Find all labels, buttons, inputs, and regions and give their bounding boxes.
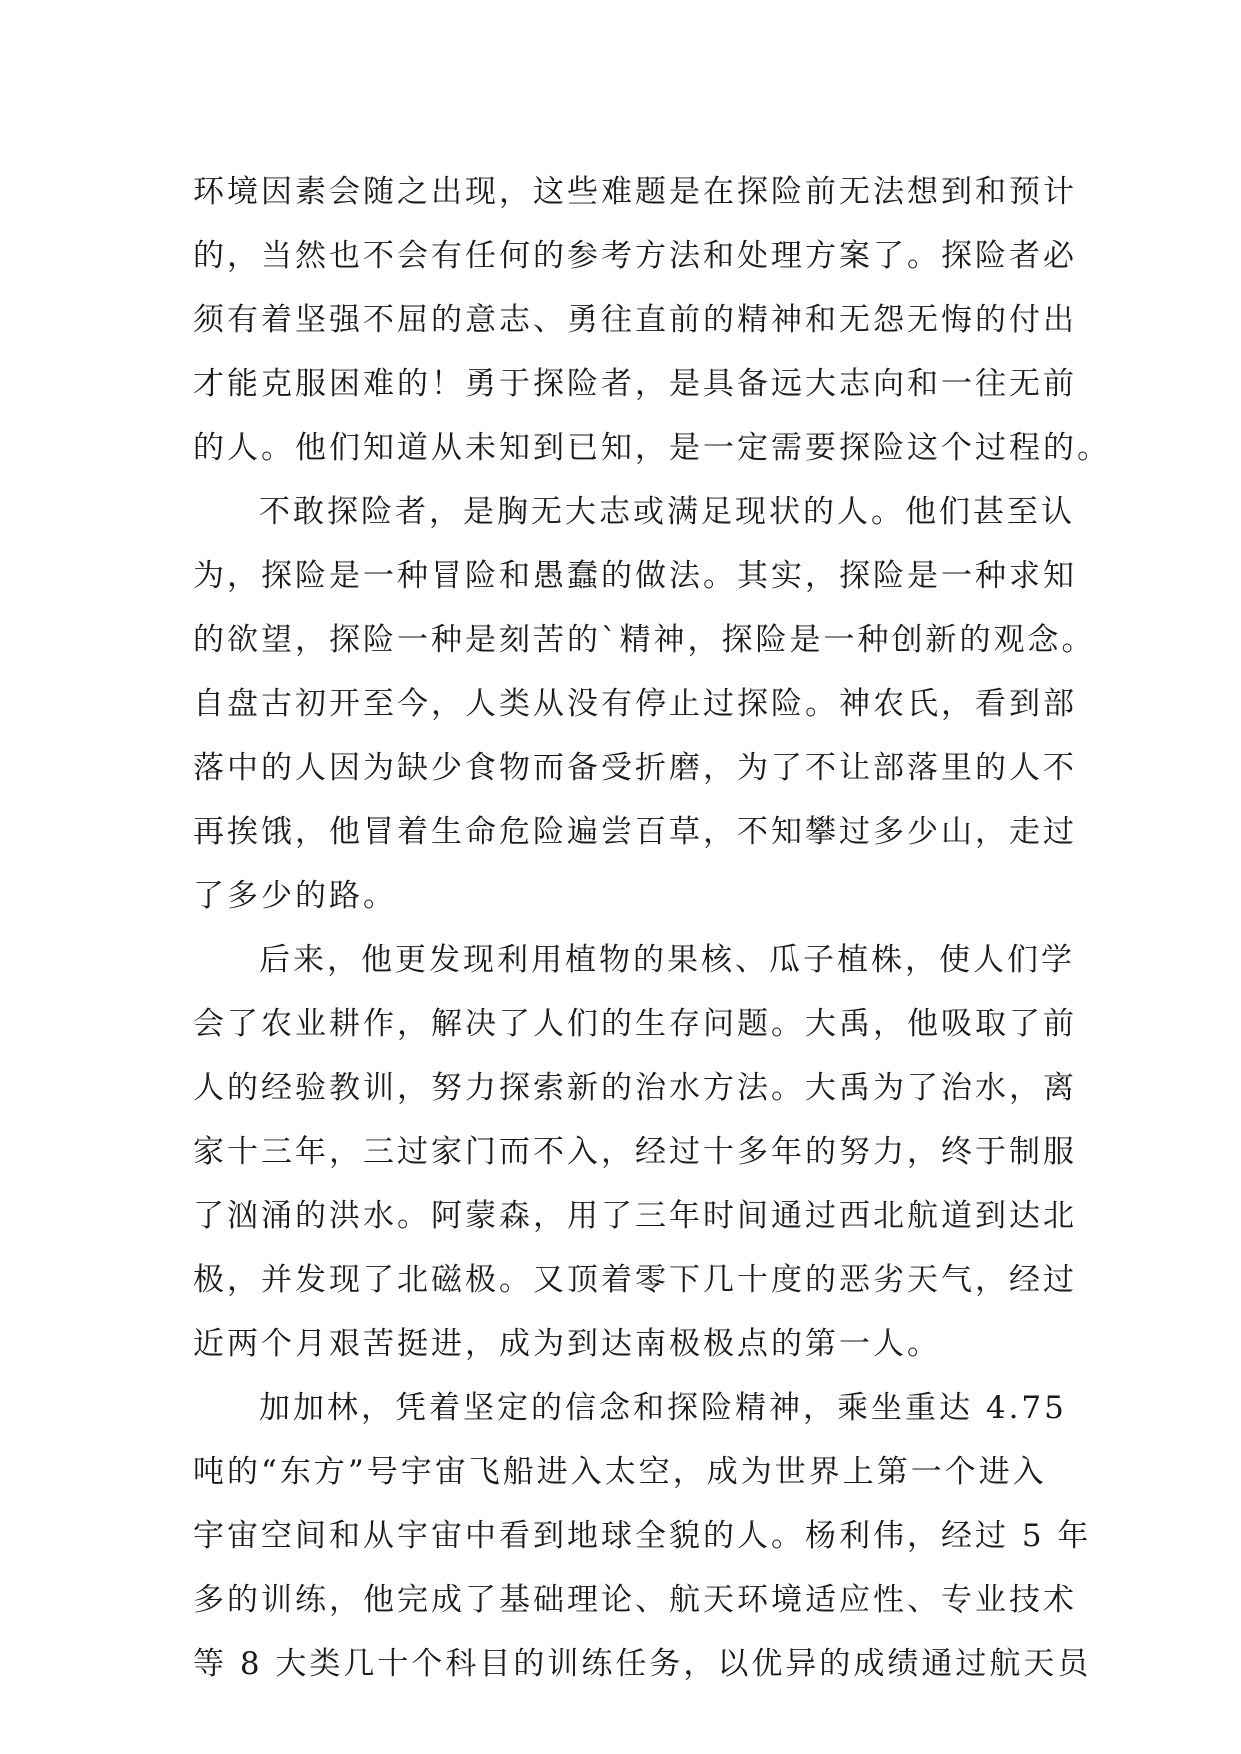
text-line: 须有着坚强不屈的意志、勇往直前的精神和无怨无悔的付出 bbox=[193, 302, 1077, 338]
text-line: 家十三年，三过家门而不入，经过十多年的努力，终于制服 bbox=[193, 1134, 1077, 1170]
text-line: 会了农业耕作，解决了人们的生存问题。大禹，他吸取了前 bbox=[193, 1006, 1077, 1042]
text-line: 了汹涌的洪水。阿蒙森，用了三年时间通过西北航道到达北 bbox=[193, 1198, 1077, 1234]
paragraph-4 bbox=[193, 1376, 1092, 1696]
text-line: 的人。他们知道从未知到已知，是一定需要探险这个过程的。 bbox=[193, 430, 1111, 466]
text-line: 了多少的路。 bbox=[193, 878, 397, 914]
paragraph-1 bbox=[193, 160, 1111, 480]
text-line: 近两个月艰苦挺进，成为到达南极极点的第一人。 bbox=[193, 1326, 941, 1362]
text-line: 自盘古初开至今，人类从没有停止过探险。神农氏，看到部 bbox=[193, 686, 1077, 722]
text-line: 吨的“东方”号宇宙飞船进入太空，成为世界上第一个进入 bbox=[193, 1454, 1047, 1490]
text-line: 落中的人因为缺少食物而备受折磨，为了不让部落里的人不 bbox=[193, 750, 1077, 786]
text-line: 宇宙空间和从宇宙中看到地球全貌的人。杨利伟，经过 5 年 bbox=[193, 1518, 1092, 1554]
text-line: 环境因素会随之出现，这些难题是在探险前无法想到和预计 bbox=[193, 174, 1077, 210]
text-line: 人的经验教训，努力探索新的治水方法。大禹为了治水，离 bbox=[193, 1070, 1077, 1106]
text-line: 的欲望，探险一种是刻苦的`精神，探险是一种创新的观念。 bbox=[193, 622, 1096, 658]
text-line: 等 8 大类几十个科目的训练任务，以优异的成绩通过航天员 bbox=[193, 1646, 1092, 1682]
body-text bbox=[193, 160, 1111, 1696]
text-line: 多的训练，他完成了基础理论、航天环境适应性、专业技术 bbox=[193, 1582, 1077, 1618]
text-line: 不敢探险者，是胸无大志或满足现状的人。他们甚至认 bbox=[259, 494, 1075, 530]
text-line: 的，当然也不会有任何的参考方法和处理方案了。探险者必 bbox=[193, 238, 1077, 274]
text-line: 加加林，凭着坚定的信念和探险精神，乘坐重达 4.75 bbox=[259, 1390, 1067, 1426]
text-line: 再挨饿，他冒着生命危险遍尝百草，不知攀过多少山，走过 bbox=[193, 814, 1077, 850]
text-line: 极，并发现了北磁极。又顶着零下几十度的恶劣天气，经过 bbox=[193, 1262, 1077, 1298]
paragraph-2 bbox=[193, 480, 1096, 928]
text-line: 才能克服困难的！勇于探险者，是具备远大志向和一往无前 bbox=[193, 366, 1077, 402]
text-line: 后来，他更发现利用植物的果核、瓜子植株，使人们学 bbox=[259, 942, 1075, 978]
text-line: 为，探险是一种冒险和愚蠢的做法。其实，探险是一种求知 bbox=[193, 558, 1077, 594]
paragraph-3 bbox=[193, 928, 1077, 1376]
